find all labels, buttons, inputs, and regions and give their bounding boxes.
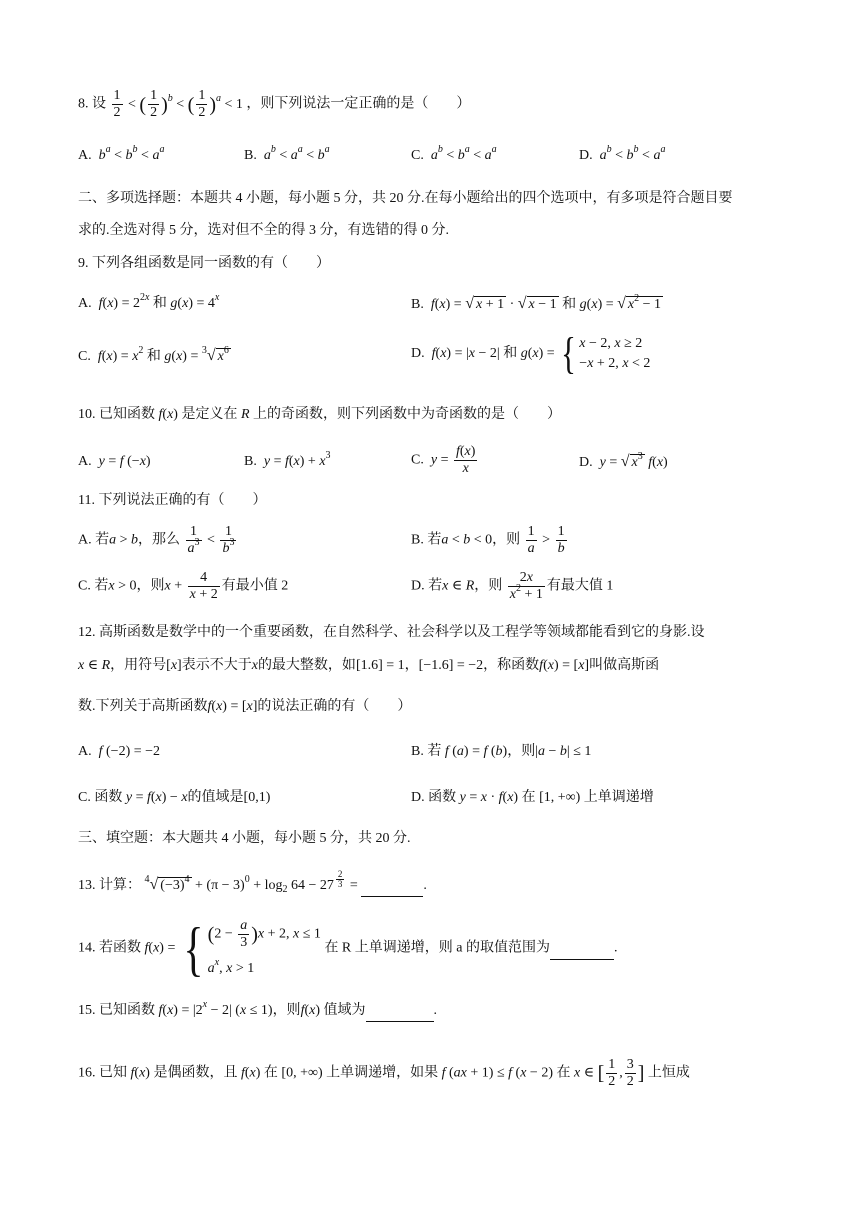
q12-option-c: C. 函数 y = f(x) − x的值域是[0,1) (78, 790, 271, 805)
q9-option-d: D. f(x) = |x − 2| 和 g(x) = { x − 2, x ≥ 2 −x + 2, x < 2 (411, 329, 651, 378)
q10-option-b: B. $y = f(x) + x^3$ (244, 450, 331, 469)
q14-answer-blank[interactable] (550, 939, 614, 960)
q9-option-b: B. f(x) = √ x + 1 · √ x − 1 和 g(x) = √ $x^2 - 1$ (411, 293, 662, 312)
q8-option-b: B. $a^b < a^a < b^a$ (244, 144, 330, 163)
q12-line-3: 数.下列关于高斯函数f(x) = [x]的说法正确的有（ ） (78, 699, 412, 714)
q8-post: ，则下列说法一定正确的是（ ） (246, 96, 471, 112)
q11-option-d: D. 若x ∈ R，则 $\frac{2x}{x^2 + 1}$ 有最大值 1 (411, 570, 614, 602)
q12-line-1: 12. 高斯函数是数学中的一个重要函数，在自然科学、社会科学以及工程学等领域都能看到它的身影.设 (78, 625, 705, 640)
q11-option-a: A. 若a > b，那么 $\frac{1}{a^3}$ < $\frac{1}{b^3}$ (78, 524, 235, 556)
q11-stem: 11. 下列说法正确的有（ ） (78, 493, 267, 508)
q13-answer-blank[interactable] (361, 876, 423, 897)
q9-stem: 9. 下列各组函数是同一函数的有（ ） (78, 256, 330, 271)
q16: 16. 已知 f(x) 是偶函数，且 f(x) 在 [0, +∞) 上单调递增，如果 f (ax + 1) ≤ f (x − 2) 在 x ∈ [ $\frac{1}{2}$ , $\frac{3}{2}$ ] 上恒成 (78, 1057, 690, 1089)
question-8 (78, 88, 470, 121)
q10-option-c: C. y = $\frac{f(x)}{x}$ (411, 444, 476, 476)
q12-option-b: B. 若 f (a) = f (b)，则|a − b| ≤ 1 (411, 744, 592, 759)
q13: 13. 计算： $^4$√ $(-3)^4 + (\pi - 3)^0 + \log_2 64 - 27$ $^{\frac{2}{3}}$ = . (78, 869, 427, 895)
q8-option-d: D. $a^b < b^b < a^a$ (579, 144, 666, 163)
q11-option-c: C. 若x > 0，则x + $\frac{4}{x + 2}$ 有最小值 2 (78, 570, 289, 602)
q8-option-a: A. $b^a < b^b < a^a$ (78, 144, 165, 163)
q15: 15. 已知函数 $f(x) = |2^x - 2|$ (x ≤ 1)，则f(x) 值域为 . (78, 1001, 437, 1022)
q8-number: 8. (78, 96, 89, 112)
q12-option-d: D. 函数 y = x · f(x) 在 [1, +∞) 上单调递增 (411, 790, 654, 805)
q15-answer-blank[interactable] (366, 1001, 434, 1022)
section-2-header: 二、多项选择题：本题共 4 小题，每小题 5 分，共 20 分.在每小题给出的四个选项中，有多项是符合题目要 (78, 191, 733, 206)
q12-line-2: x ∈ R，用符号[x]表示不大于x的最大整数，如[1.6] = 1，[−1.6] = −2，称函数f(x) = [x]叫做高斯函 (78, 658, 660, 673)
q9-option-a: A. $f(x) = 2^{2x}$ 和 $g(x) = 4^x$ (78, 292, 220, 311)
section-3-header: 三、填空题：本大题共 4 小题，每小题 5 分，共 20 分. (78, 831, 411, 846)
section-2-header-cont: 求的.全选对得 5 分，选对但不全的得 3 分，有选错的得 0 分. (78, 223, 449, 238)
q10-option-d: D. y = √ $x^3$ f(x) (579, 451, 668, 470)
q10-stem: 10. 已知函数 f(x) 是定义在 R 上的奇函数，则下列函数中为奇函数的是（ ） (78, 407, 562, 422)
q8-pre: 设 (92, 96, 106, 112)
q10-option-a: A. y = f (−x) (78, 454, 151, 469)
q8-option-c: C. $a^b < b^a < a^a$ (411, 144, 497, 163)
q12-option-a: A. f (−2) = −2 (78, 744, 161, 759)
q9-option-c: C. $f(x) = x^2$ 和 g(x) = $^3$√ $x^6$ (78, 345, 229, 364)
q8-inequality: $\frac{1}{2}$ < ( $\frac{1}{2}$ )$^b$ < ( $\frac{1}{2}$ )$^a$ < 1 (113, 88, 247, 120)
q14: 14. 若函数 f(x) = { (2 − $\frac{a}{3}$ )x + 2, x ≤ 1 $a^x$, x > 1 在 R 上单调递增，则 a 的取值范围为 . (78, 915, 618, 982)
q11-option-b: B. 若a < b < 0，则 $\frac{1}{a}$ > $\frac{1}{b}$ (411, 524, 565, 556)
